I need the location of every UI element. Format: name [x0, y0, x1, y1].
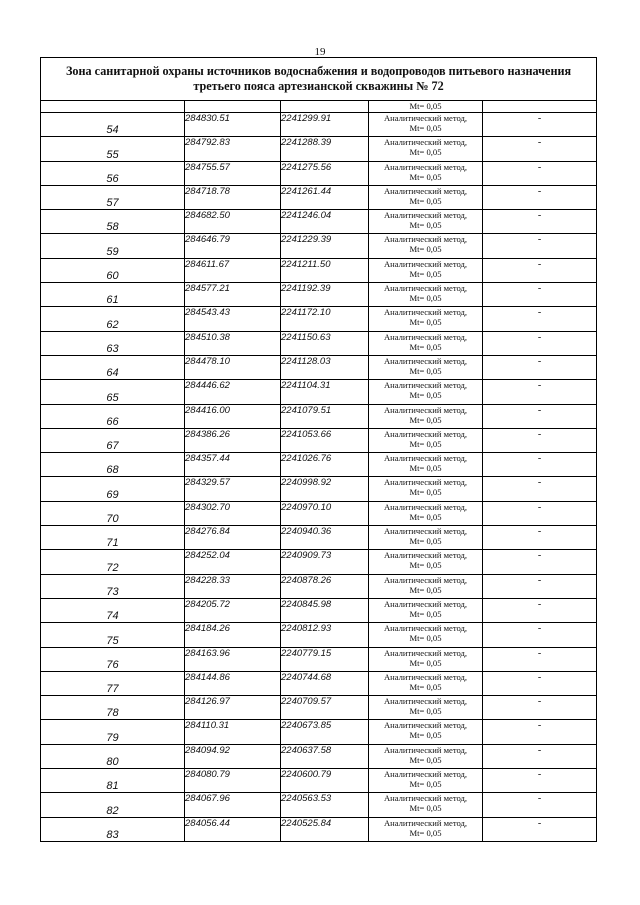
- method-label: Аналитический метод,: [383, 526, 468, 537]
- x-coordinate-cell: 284682.50: [185, 210, 281, 234]
- method-cell: [369, 526, 483, 550]
- note-cell: -: [483, 258, 597, 282]
- method-label: Аналитический метод,: [383, 404, 468, 415]
- method-label: Аналитический метод,: [383, 598, 468, 609]
- x-coordinate-cell: 284205.72: [185, 598, 281, 622]
- table-row: [41, 720, 597, 744]
- note-cell: -: [483, 526, 597, 550]
- precision-label: Mt= 0,05: [409, 584, 442, 595]
- y-coordinate-cell: 2241192.39: [281, 283, 369, 307]
- table-title-line-1: Зона санитарной охраны источников водоснабжения и водопроводов питьевого назначения: [65, 64, 572, 78]
- empty-cell: [185, 101, 281, 113]
- y-coordinate-cell: 2241128.03: [281, 355, 369, 379]
- x-coordinate-cell: 284276.84: [185, 526, 281, 550]
- method-cell: [369, 696, 483, 720]
- x-coordinate-cell: 284228.33: [185, 574, 281, 598]
- note-cell: -: [483, 623, 597, 647]
- note-cell: -: [483, 671, 597, 695]
- table-row: [41, 817, 597, 841]
- point-number-cell: 76: [41, 647, 185, 671]
- method-cell: [369, 185, 483, 209]
- table-title-line-2: третьего пояса артезианской скважины № 72: [193, 79, 444, 93]
- method-label: Аналитический метод,: [383, 428, 468, 439]
- precision-label: Mt= 0,05: [409, 657, 442, 668]
- precision-label: Mt= 0,05: [409, 633, 442, 644]
- precision-label: Mt= 0,05: [409, 754, 442, 765]
- method-cell: [369, 234, 483, 258]
- table-row: [41, 574, 597, 598]
- table-row: [41, 380, 597, 404]
- note-cell: -: [483, 283, 597, 307]
- empty-cell: [41, 101, 185, 113]
- note-cell: -: [483, 720, 597, 744]
- y-coordinate-cell: 2241211.50: [281, 258, 369, 282]
- y-coordinate-cell: 2240909.73: [281, 550, 369, 574]
- precision-label: Mt= 0,05: [409, 803, 442, 814]
- note-cell: -: [483, 647, 597, 671]
- note-cell: -: [483, 769, 597, 793]
- note-cell: -: [483, 355, 597, 379]
- method-label: Аналитический метод,: [383, 331, 468, 342]
- x-coordinate-cell: 284543.43: [185, 307, 281, 331]
- method-label: Аналитический метод,: [383, 501, 468, 512]
- method-cell: [369, 550, 483, 574]
- point-number-cell: 70: [41, 501, 185, 525]
- y-coordinate-cell: 2241026.76: [281, 453, 369, 477]
- point-number-cell: 77: [41, 671, 185, 695]
- note-cell: -: [483, 404, 597, 428]
- x-coordinate-cell: 284056.44: [185, 817, 281, 841]
- method-cell: [369, 453, 483, 477]
- method-label: Аналитический метод,: [383, 185, 468, 196]
- precision-label: Mt= 0,05: [409, 438, 442, 449]
- table-row: [41, 137, 597, 161]
- method-label: Аналитический метод,: [383, 623, 468, 634]
- method-label: Аналитический метод,: [383, 161, 468, 172]
- y-coordinate-cell: 2241261.44: [281, 185, 369, 209]
- y-coordinate-cell: 2240637.58: [281, 744, 369, 768]
- method-label: Аналитический метод,: [383, 671, 468, 682]
- precision-label: Mt= 0,05: [409, 779, 442, 790]
- method-label: Аналитический метод,: [383, 647, 468, 658]
- note-cell: -: [483, 744, 597, 768]
- note-cell: -: [483, 331, 597, 355]
- table-row: [41, 453, 597, 477]
- precision-label: Mt= 0,05: [409, 827, 442, 838]
- note-cell: -: [483, 477, 597, 501]
- y-coordinate-cell: 2240709.57: [281, 696, 369, 720]
- method-label: Аналитический метод,: [383, 137, 468, 148]
- method-label: Аналитический метод,: [383, 210, 468, 221]
- y-coordinate-cell: 2241172.10: [281, 307, 369, 331]
- table-row: [41, 355, 597, 379]
- method-cell: [369, 720, 483, 744]
- x-coordinate-cell: 284792.83: [185, 137, 281, 161]
- x-coordinate-cell: 284329.57: [185, 477, 281, 501]
- table-row: [41, 210, 597, 234]
- point-number-cell: 60: [41, 258, 185, 282]
- table-title: [41, 58, 597, 101]
- note-cell: -: [483, 598, 597, 622]
- y-coordinate-cell: 2240673.85: [281, 720, 369, 744]
- method-cell: [369, 647, 483, 671]
- method-label: Аналитический метод,: [383, 574, 468, 585]
- table-row: [41, 283, 597, 307]
- point-number-cell: 55: [41, 137, 185, 161]
- method-label: Аналитический метод,: [383, 550, 468, 561]
- precision-label: Mt= 0,05: [409, 706, 442, 717]
- x-coordinate-cell: 284478.10: [185, 355, 281, 379]
- method-cell: [369, 428, 483, 452]
- x-coordinate-cell: 284386.26: [185, 428, 281, 452]
- precision-label: Mt= 0,05: [409, 414, 442, 425]
- x-coordinate-cell: 284110.31: [185, 720, 281, 744]
- note-cell: -: [483, 501, 597, 525]
- y-coordinate-cell: 2241150.63: [281, 331, 369, 355]
- table-row: [41, 598, 597, 622]
- precision-label: Mt= 0,05: [409, 487, 442, 498]
- method-cell: [369, 477, 483, 501]
- y-coordinate-cell: 2241229.39: [281, 234, 369, 258]
- point-number-cell: 82: [41, 793, 185, 817]
- point-number-cell: 66: [41, 404, 185, 428]
- point-number-cell: 72: [41, 550, 185, 574]
- precision-label: Mt= 0,05: [409, 195, 442, 206]
- point-number-cell: 69: [41, 477, 185, 501]
- y-coordinate-cell: 2241288.39: [281, 137, 369, 161]
- x-coordinate-cell: 284718.78: [185, 185, 281, 209]
- method-label: Аналитический метод,: [383, 817, 468, 828]
- method-label: Аналитический метод,: [383, 744, 468, 755]
- method-cell: [369, 113, 483, 137]
- table-row: [41, 671, 597, 695]
- point-number-cell: 61: [41, 283, 185, 307]
- precision-label: Mt= 0,05: [409, 268, 442, 279]
- precision-label: Mt= 0,05: [409, 681, 442, 692]
- precision-label: Mt= 0,05: [409, 293, 442, 304]
- x-coordinate-cell: 284126.97: [185, 696, 281, 720]
- note-cell: -: [483, 696, 597, 720]
- continuation-row: [41, 101, 597, 113]
- y-coordinate-cell: 2241299.91: [281, 113, 369, 137]
- method-cell: [369, 793, 483, 817]
- point-number-cell: 83: [41, 817, 185, 841]
- y-coordinate-cell: 2240970.10: [281, 501, 369, 525]
- method-cell: [369, 817, 483, 841]
- note-cell: -: [483, 113, 597, 137]
- table-row: [41, 550, 597, 574]
- y-coordinate-cell: 2240525.84: [281, 817, 369, 841]
- method-label: Аналитический метод,: [383, 720, 468, 731]
- y-coordinate-cell: 2241104.31: [281, 380, 369, 404]
- table-row: [41, 185, 597, 209]
- method-cell: [369, 137, 483, 161]
- point-number-cell: 80: [41, 744, 185, 768]
- method-cell: [369, 574, 483, 598]
- note-cell: -: [483, 307, 597, 331]
- method-cell: [369, 283, 483, 307]
- y-coordinate-cell: 2240779.15: [281, 647, 369, 671]
- method-label: Аналитический метод,: [383, 696, 468, 707]
- note-cell: -: [483, 453, 597, 477]
- table-row: [41, 428, 597, 452]
- method-cell: [369, 307, 483, 331]
- point-number-cell: 62: [41, 307, 185, 331]
- precision-label: Mt= 0,05: [409, 463, 442, 474]
- method-label: Аналитический метод,: [383, 793, 468, 804]
- table-row: [41, 501, 597, 525]
- point-number-cell: 58: [41, 210, 185, 234]
- point-number-cell: 73: [41, 574, 185, 598]
- note-cell: -: [483, 137, 597, 161]
- table-row: [41, 793, 597, 817]
- method-label: Аналитический метод,: [383, 113, 468, 123]
- precision-label: Mt= 0,05: [409, 560, 442, 571]
- x-coordinate-cell: 284611.67: [185, 258, 281, 282]
- note-cell: -: [483, 234, 597, 258]
- note-cell: -: [483, 380, 597, 404]
- table-row: [41, 307, 597, 331]
- precision-label: Mt= 0,05: [409, 123, 442, 133]
- y-coordinate-cell: 2240744.68: [281, 671, 369, 695]
- method-label: Аналитический метод,: [383, 283, 468, 294]
- x-coordinate-cell: 284755.57: [185, 161, 281, 185]
- point-number-cell: 74: [41, 598, 185, 622]
- table-row: [41, 623, 597, 647]
- method-cell: [369, 623, 483, 647]
- precision-label: Mt= 0,05: [409, 608, 442, 619]
- x-coordinate-cell: 284067.96: [185, 793, 281, 817]
- empty-cell: [483, 101, 597, 113]
- precision-label: Mt= 0,05: [409, 147, 442, 158]
- note-cell: -: [483, 793, 597, 817]
- note-cell: -: [483, 210, 597, 234]
- x-coordinate-cell: 284184.26: [185, 623, 281, 647]
- x-coordinate-cell: 284252.04: [185, 550, 281, 574]
- x-coordinate-cell: 284163.96: [185, 647, 281, 671]
- method-label: Аналитический метод,: [383, 258, 468, 269]
- point-number-cell: 67: [41, 428, 185, 452]
- y-coordinate-cell: 2240600.79: [281, 769, 369, 793]
- table-row: [41, 404, 597, 428]
- coordinates-table: [40, 57, 597, 842]
- note-cell: -: [483, 817, 597, 841]
- x-coordinate-cell: 284510.38: [185, 331, 281, 355]
- method-label: Аналитический метод,: [383, 380, 468, 391]
- x-coordinate-cell: 284577.21: [185, 283, 281, 307]
- x-coordinate-cell: 284080.79: [185, 769, 281, 793]
- method-label: Аналитический метод,: [383, 769, 468, 780]
- x-coordinate-cell: 284357.44: [185, 453, 281, 477]
- point-number-cell: 78: [41, 696, 185, 720]
- y-coordinate-cell: 2241246.04: [281, 210, 369, 234]
- point-number-cell: 64: [41, 355, 185, 379]
- method-cell: [369, 380, 483, 404]
- table-row: [41, 161, 597, 185]
- point-number-cell: 81: [41, 769, 185, 793]
- table-row: [41, 744, 597, 768]
- x-coordinate-cell: 284646.79: [185, 234, 281, 258]
- precision-label: Mt= 0,05: [409, 536, 442, 547]
- method-label: Аналитический метод,: [383, 307, 468, 318]
- note-cell: -: [483, 574, 597, 598]
- point-number-cell: 59: [41, 234, 185, 258]
- precision-label: Mt= 0,05: [409, 317, 442, 328]
- x-coordinate-cell: 284446.62: [185, 380, 281, 404]
- method-cell: [369, 258, 483, 282]
- table-row: [41, 696, 597, 720]
- precision-label: Mt= 0,05: [409, 390, 442, 401]
- precision-label: Mt= 0,05: [409, 341, 442, 352]
- method-label: Аналитический метод,: [383, 234, 468, 245]
- y-coordinate-cell: 2241275.56: [281, 161, 369, 185]
- method-cell: [369, 769, 483, 793]
- method-label: Аналитический метод,: [383, 355, 468, 366]
- y-coordinate-cell: 2240998.92: [281, 477, 369, 501]
- table-row: [41, 647, 597, 671]
- method-cell: [369, 671, 483, 695]
- note-cell: -: [483, 185, 597, 209]
- precision-label: Mt= 0,05: [409, 511, 442, 522]
- precision-label: Mt= 0,05: [409, 171, 442, 182]
- precision-label: Mt= 0,05: [409, 220, 442, 231]
- point-number-cell: 79: [41, 720, 185, 744]
- x-coordinate-cell: 284094.92: [185, 744, 281, 768]
- table-row: [41, 331, 597, 355]
- precision-label: Mt= 0,05: [409, 730, 442, 741]
- table-row: [41, 526, 597, 550]
- method-cell: [369, 331, 483, 355]
- precision-label: Mt= 0,05: [409, 244, 442, 255]
- table-row: [41, 477, 597, 501]
- y-coordinate-cell: 2241053.66: [281, 428, 369, 452]
- table-row: [41, 258, 597, 282]
- x-coordinate-cell: 284416.00: [185, 404, 281, 428]
- method-cell: [369, 161, 483, 185]
- table-row: [41, 769, 597, 793]
- method-cell: [369, 501, 483, 525]
- point-number-cell: 65: [41, 380, 185, 404]
- y-coordinate-cell: 2240878.26: [281, 574, 369, 598]
- y-coordinate-cell: 2240563.53: [281, 793, 369, 817]
- precision-label: Mt= 0,05: [409, 365, 442, 376]
- x-coordinate-cell: 284144.86: [185, 671, 281, 695]
- point-number-cell: 71: [41, 526, 185, 550]
- method-cell: [369, 598, 483, 622]
- y-coordinate-cell: 2240845.98: [281, 598, 369, 622]
- point-number-cell: 68: [41, 453, 185, 477]
- point-number-cell: 57: [41, 185, 185, 209]
- note-cell: -: [483, 550, 597, 574]
- method-cell: [369, 210, 483, 234]
- y-coordinate-cell: 2240812.93: [281, 623, 369, 647]
- point-number-cell: 75: [41, 623, 185, 647]
- method-cell: [369, 744, 483, 768]
- method-label: Аналитический метод,: [383, 453, 468, 464]
- precision-cell: Mt= 0,05: [369, 101, 483, 113]
- page-number: 19: [314, 46, 326, 58]
- method-cell: [369, 404, 483, 428]
- note-cell: -: [483, 428, 597, 452]
- table-row: [41, 113, 597, 137]
- y-coordinate-cell: 2241079.51: [281, 404, 369, 428]
- x-coordinate-cell: 284302.70: [185, 501, 281, 525]
- x-coordinate-cell: 284830.51: [185, 113, 281, 137]
- method-label: Аналитический метод,: [383, 477, 468, 488]
- note-cell: -: [483, 161, 597, 185]
- table-row: [41, 234, 597, 258]
- point-number-cell: 54: [41, 113, 185, 137]
- empty-cell: [281, 101, 369, 113]
- point-number-cell: 63: [41, 331, 185, 355]
- y-coordinate-cell: 2240940.36: [281, 526, 369, 550]
- point-number-cell: 56: [41, 161, 185, 185]
- method-cell: [369, 355, 483, 379]
